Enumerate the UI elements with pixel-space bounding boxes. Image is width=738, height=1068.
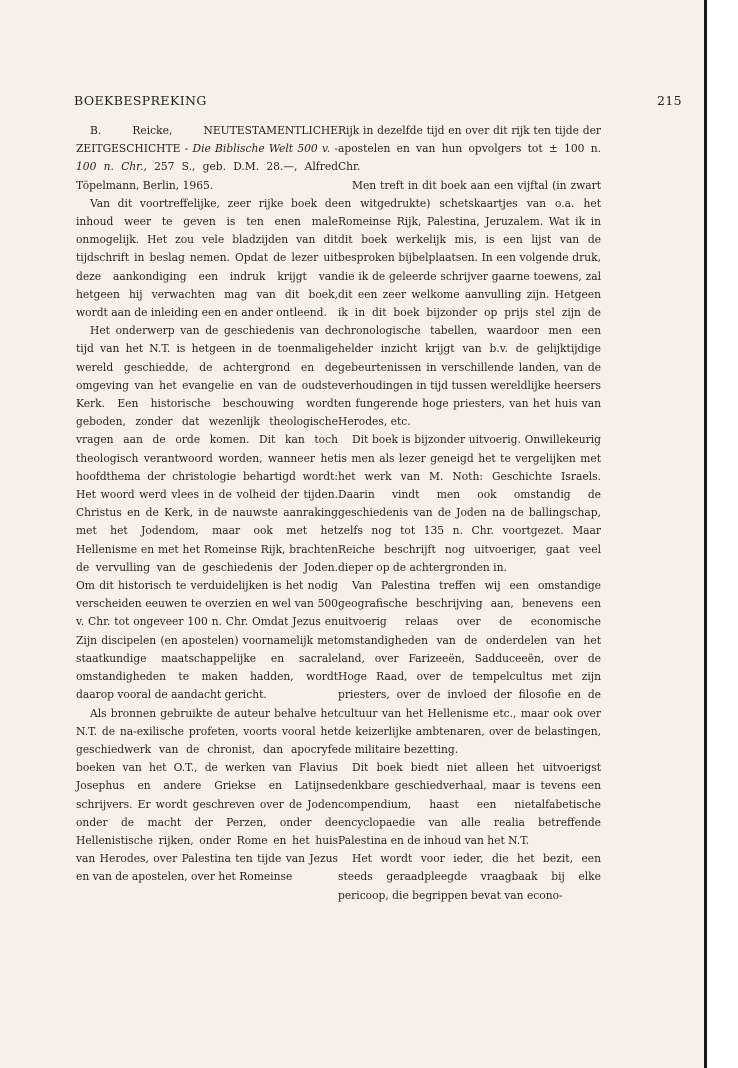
paragraph: Van dit voortreffelijke, zeer rijke boek de inhoud weer te geven is ten enen male onmogelijk. Het zou vele bladzijden van dit tijdschrift in beslag nemen. Opdat de lezer uit deze aankondiging een indruk krijgt van hetgeen hij verwachten mag van dit boek, wordt aan de inleiding een en ander ontleend.	[76, 196, 338, 320]
scan-edge	[704, 0, 738, 1068]
paragraph: Het onderwerp van de geschiedenis van de tijd van het N.T. is hetgeen in de toenmalige wereld geschiedde, de achtergrond en de omgeving van het evangelie en van de oudste Kerk. Een historische beschouwing wordt geboden, zonder dat wezenlijk theologische vragen aan de orde komen. Dit kan toch theologisch verantwoord worden, wanneer het hoofdthema der christologie behartigd wordt: Het woord werd vlees in de volheid der tijden. Christus en de Kerk, in de nauwste aanraking met het Jodendom, maar ook met het Hellenisme en met het Romeinse Rijk, brachten de vervulling van de geschiedenis der Joden. Om dit historisch te verduidelijken is het nodig verscheiden eeuwen te overzien en wel van 500 v. Chr. tot ongeveer 100 n. Chr. Omdat Jezus en Zijn discipelen (en apostelen) voornamelijk met staatkundige maatschappelijke en sacrale omstandigheden te maken hadden, wordt daarop vooral de aandacht gericht.	[76, 324, 338, 702]
page-number: 215	[656, 93, 682, 108]
paragraph: Het wordt voor ieder, die het bezit, een steeds geraadpleegde vraagbaak bij elke pericoop, die begrippen bevat van econo-	[338, 852, 601, 902]
review-entry	[76, 122, 338, 195]
paragraph: Dit boek is bijzonder uitvoerig. Onwillekeurig is men als lezer geneigd het te vergelijken met het werk van M. Noth: Geschichte Israels. Daarin vindt men ook omstandig de geschiedenis van de Joden na de ballingschap, zelfs nog tot 135 n. Chr. voortgezet. Maar Reiche beschrijft nog uitvoeriger, gaat veel dieper op de achtergronden in.	[338, 433, 601, 574]
left-column	[76, 122, 338, 887]
paragraph: Van Palestina treffen wij een omstandige geografische beschrijving aan, benevens een uitvoerig relaas over de economische omstandigheden van de onderdelen van het land, over Farizeeën, Sadduceeën, over de Hoge Raad, over de tempelcultus met zijn priesters, over de invloed der filosofie en de cultuur van het Hellenisme etc., maar ook over de keizerlijke ambtenaren, over de belastingen, de militaire bezetting.	[338, 579, 601, 756]
page-header	[74, 93, 682, 109]
entry-details: 257 S., geb. D.M. 28.—, Alfred Töpelmann, Berlin, 1965.	[76, 160, 338, 192]
running-head: BOEKBESPREKING	[74, 93, 207, 108]
entry-title: Die Biblische Welt 500 v. - 100 n. Chr.,	[76, 142, 338, 174]
paragraph: Als bronnen gebruikte de auteur behalve het N.T. de na-exilische profeten, voorts vooral het geschiedwerk van de chronist, dan apocryfe boeken van het O.T., de werken van Flavius Josephus en andere Griekse en Latijnse schrijvers. Er wordt geschreven over de Joden onder de macht der Perzen, onder de Hellenistische rijken, onder Rome en het huis van Herodes, over Palestina ten tijde van Jezus en van de apostelen, over het Romeinse	[76, 706, 338, 884]
entry-author: B. Reicke, NEUTESTAMENTLICHE ZEITGESCHICHTE -	[76, 124, 338, 156]
paragraph: Dit boek biedt niet alleen het uitvoerigst denkbare geschiedverhaal, maar is tevens een compendium, haast een nietalfabetische encyclopaedie van alle realia betreffende Palestina en de inhoud van het N.T.	[338, 761, 601, 847]
paragraph: Rijk in dezelfde tijd en over dit rijk ten tijde der apostelen en van hun opvolgers tot ± 100 n. Chr.	[338, 124, 601, 174]
paragraph: Men treft in dit boek aan een vijftal (in zwart en witgedrukte) schetskaartjes van o.a. het Romeinse Rijk, Palestina, Jeruzalem. Wat ik in dit boek werkelijk mis, is een lijst van de besproken bijbelplaatsen. In een volgende druk, die ik de geleerde schrijver gaarne toewens, zal dit een zeer welkome aanvulling zijn. Hetgeen ik in dit boek bijzonder op prijs stel zijn de chronologische tabellen, waardoor men een helder inzicht krijgt van b.v. de gelijktijdige gebeurtenissen in verschillende landen, van de verhoudingen in tijd tussen wereldlijke heersers en fungerende hoge priesters, van het huis van Herodes, etc.	[338, 178, 601, 429]
right-column	[338, 122, 601, 905]
